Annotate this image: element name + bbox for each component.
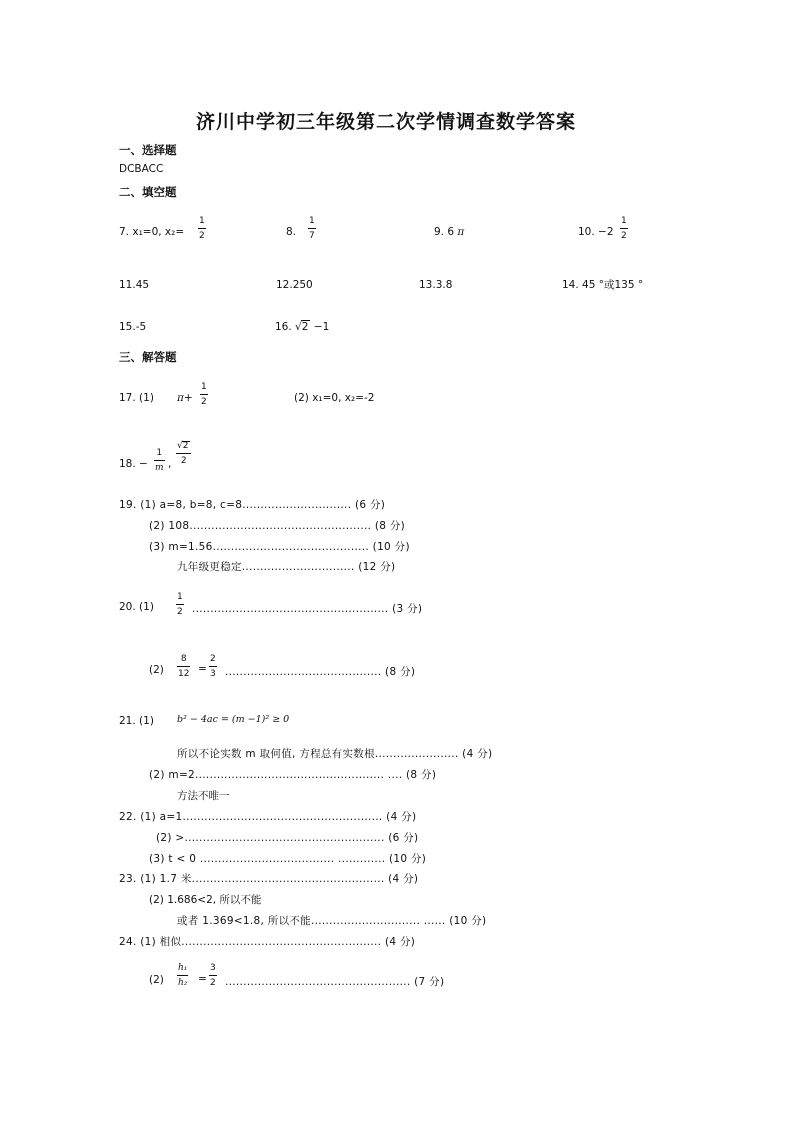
q20-2-fraction-1: $\frac{8}{12}$: [178, 654, 190, 679]
q12-answer: 12.250: [276, 279, 313, 291]
q18-label: 18. −: [119, 458, 148, 470]
q24-2-fraction-2: $\frac{3}{2}$: [210, 963, 216, 988]
q20-1-score: ...................................................... (3 分): [192, 603, 423, 615]
q21-1-label: 21. (1): [119, 715, 154, 727]
choice-answers: DCBACC: [119, 163, 164, 175]
q20-2-label: (2): [149, 664, 164, 676]
q22-1: 22. (1) a=1....................................................... (4 分): [119, 811, 417, 823]
q19-line-4: 九年级更稳定............................... (12 分): [177, 561, 396, 573]
q8-label: 8.: [286, 226, 297, 238]
q24-2-fraction-1: $\frac{\text{h₁}}{\text{h₂}}$: [178, 963, 188, 988]
q20-2-equals: =: [198, 663, 207, 675]
q24-1: 24. (1) 相似....................................................... (4 分): [119, 936, 416, 948]
q7-answer: 7. x₁=0, x₂=: [119, 226, 185, 238]
q21-2: (2) m=2.................................................... .... (8 分): [149, 769, 437, 781]
q16-answer: 16. √2 −1: [275, 321, 330, 333]
q19-line-2: (2) 108.................................................. (8 分): [149, 520, 406, 532]
q18-separator: ,: [168, 458, 172, 470]
q8-fraction: $\frac{1}{7}$: [309, 216, 315, 241]
section-heading-choice: 一、选择题: [119, 143, 177, 157]
q24-2-equals: =: [198, 973, 207, 985]
q21-1-conclusion: 所以不论实数 m 取何值, 方程总有实数根....................... (4 分): [177, 748, 493, 760]
q17-label: 17. (1): [119, 392, 154, 404]
q22-3: (3) t < 0 ..................................... ............. (10 分): [149, 853, 427, 865]
q7-fraction: $\frac{1}{2}$: [199, 216, 205, 241]
q17-fraction: $\frac{1}{2}$: [201, 382, 207, 407]
q18-fraction-2: $\frac{√2}{2}$: [176, 441, 191, 466]
page-title: 济川中学初三年级第二次学情调查数学答案: [196, 111, 577, 133]
q20-1-fraction: $\frac{1}{2}$: [177, 592, 183, 617]
q20-2-score: ........................................... (8 分): [225, 666, 416, 678]
q10-fraction: $\frac{1}{2}$: [621, 216, 627, 241]
q10-answer: 10. −2: [578, 226, 614, 238]
q21-1-expr: b² − 4ac = (m −1)² ≥ 0: [177, 714, 290, 725]
q24-2-score: ................................................... (7 分): [225, 976, 445, 988]
q23-2: (2) 1.686<2, 所以不能: [149, 894, 262, 906]
q17-expr: π+: [177, 392, 193, 404]
q21-note: 方法不唯一: [177, 790, 230, 802]
q23-3: 或者 1.369<1.8, 所以不能.............................. ...... (10 分): [177, 915, 487, 927]
q11-answer: 11.45: [119, 279, 150, 291]
q17-part2: (2) x₁=0, x₂=-2: [294, 392, 375, 404]
q15-answer: 15.-5: [119, 321, 147, 333]
q14-answer: 14. 45 °或135 °: [562, 279, 644, 291]
q18-fraction-1: $\frac{1}{m}$: [155, 448, 164, 473]
q20-2-fraction-2: $\frac{2}{3}$: [210, 654, 216, 679]
section-heading-solve: 三、解答题: [119, 350, 177, 364]
q19-line-3: (3) m=1.56........................................... (10 分): [149, 541, 410, 553]
section-heading-fill: 二、填空题: [119, 185, 177, 199]
q24-2-label: (2): [149, 974, 164, 986]
q22-2: (2) >....................................................... (6 分): [156, 832, 419, 844]
q13-answer: 13.3.8: [419, 279, 453, 291]
q9-answer: 9. 6 π: [434, 226, 465, 238]
q19-line-1: 19. (1) a=8, b=8, c=8.............................. (6 分): [119, 499, 386, 511]
q20-1-label: 20. (1): [119, 601, 154, 613]
q23-1: 23. (1) 1.7 米..................................................... (4 分): [119, 873, 419, 885]
